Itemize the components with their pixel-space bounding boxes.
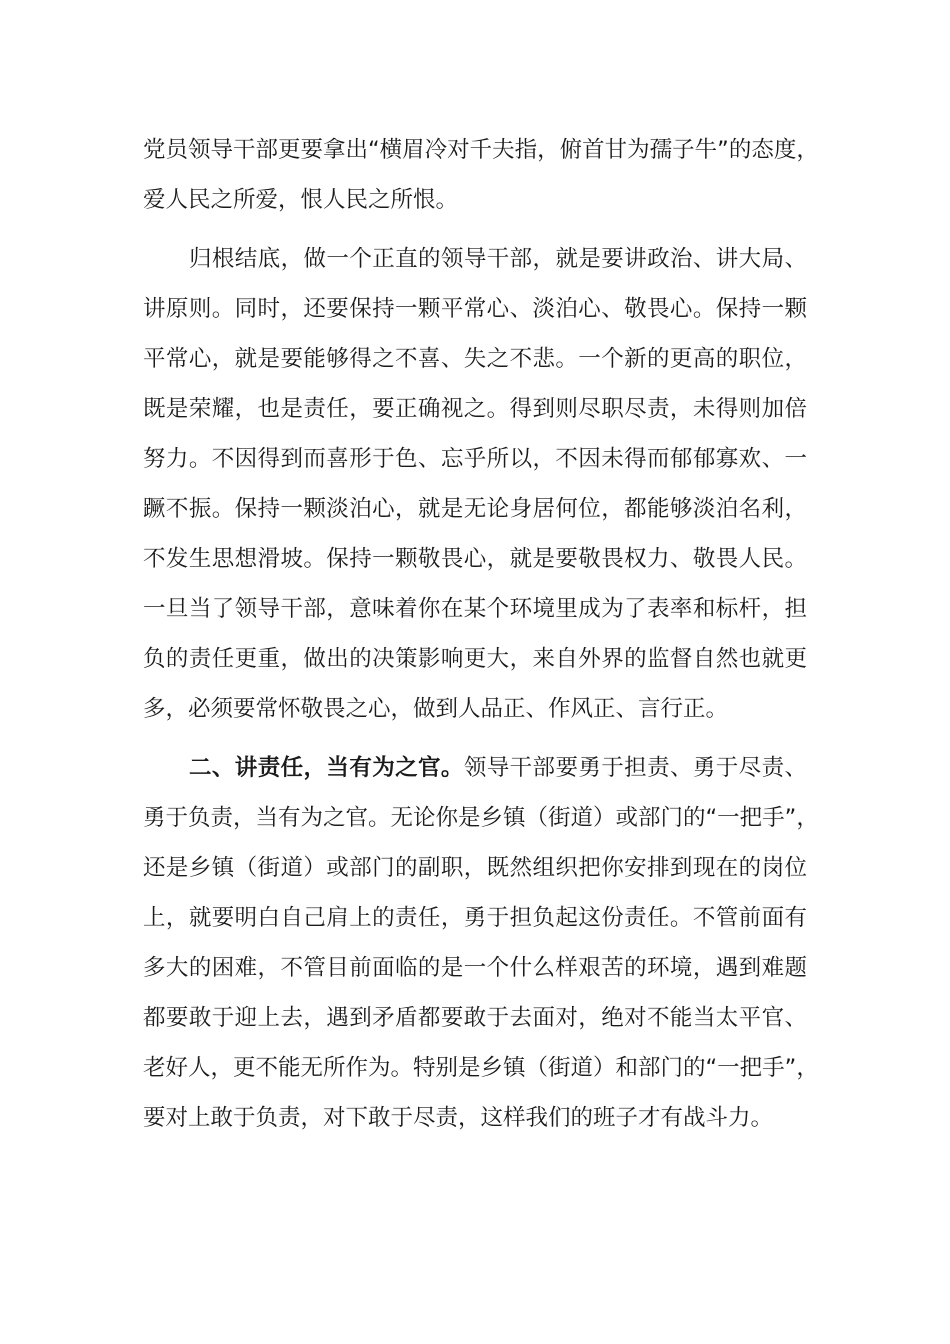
text-line: 既是荣耀，也是责任，要正确视之。得到则尽职尽责，未得则加倍 <box>143 396 807 422</box>
text-line: 努力。不因得到而喜形于色、忘乎所以，不因未得而郁郁寡欢、一 <box>143 446 807 472</box>
text-line: 平常心，就是要能够得之不喜、失之不悲。一个新的更高的职位， <box>143 346 807 372</box>
section-heading: 二、讲责任，当有为之官。 <box>189 755 464 781</box>
text-line <box>143 743 807 793</box>
text-line: 一旦当了领导干部，意味着你在某个环境里成为了表率和标杆，担 <box>143 596 807 622</box>
text-line: 爱人民之所爱，恨人民之所恨。 <box>143 187 459 213</box>
text-line: 还是乡镇（街道）或部门的副职，既然组织把你安排到现在的岗位 <box>143 855 807 881</box>
document-body <box>143 125 819 1143</box>
text-line: 多大的困难，不管目前面临的是一个什么样艰苦的环境，遇到难题 <box>143 955 807 981</box>
text-line: 负的责任更重，做出的决策影响更大，来自外界的监督自然也就更 <box>143 646 807 672</box>
text-line: 多，必须要常怀敬畏之心，做到人品正、作风正、言行正。 <box>143 696 729 722</box>
text-line: 要对上敢于负责，对下敢于尽责，这样我们的班子才有战斗力。 <box>143 1105 774 1131</box>
paragraph-2 <box>143 234 807 734</box>
text-line: 归根结底，做一个正直的领导干部，就是要讲政治、讲大局、 <box>189 246 807 272</box>
text-run: 领导干部要勇于担责、勇于尽责、 <box>463 755 807 781</box>
text-line: 勇于负责，当有为之官。无论你是乡镇（街道）或部门的“一把手”， <box>143 805 819 831</box>
text-line: 上，就要明白自己肩上的责任，勇于担负起这份责任。不管前面有 <box>143 905 807 931</box>
text-line: 党员领导干部更要拿出“横眉冷对千夫指，俯首甘为孺子牛”的态度， <box>143 137 819 163</box>
text-line: 蹶不振。保持一颗淡泊心，就是无论身居何位，都能够淡泊名利， <box>143 496 807 522</box>
paragraph-3 <box>143 743 819 1143</box>
text-line: 不发生思想滑坡。保持一颗敬畏心，就是要敬畏权力、敬畏人民。 <box>143 546 807 572</box>
paragraph-1 <box>143 125 819 225</box>
text-line: 都要敢于迎上去，遇到矛盾都要敢于去面对，绝对不能当太平官、 <box>143 1005 807 1031</box>
text-line: 讲原则。同时，还要保持一颗平常心、淡泊心、敬畏心。保持一颗 <box>143 296 807 322</box>
text-line: 老好人，更不能无所作为。特别是乡镇（街道）和部门的“一把手”， <box>143 1055 819 1081</box>
